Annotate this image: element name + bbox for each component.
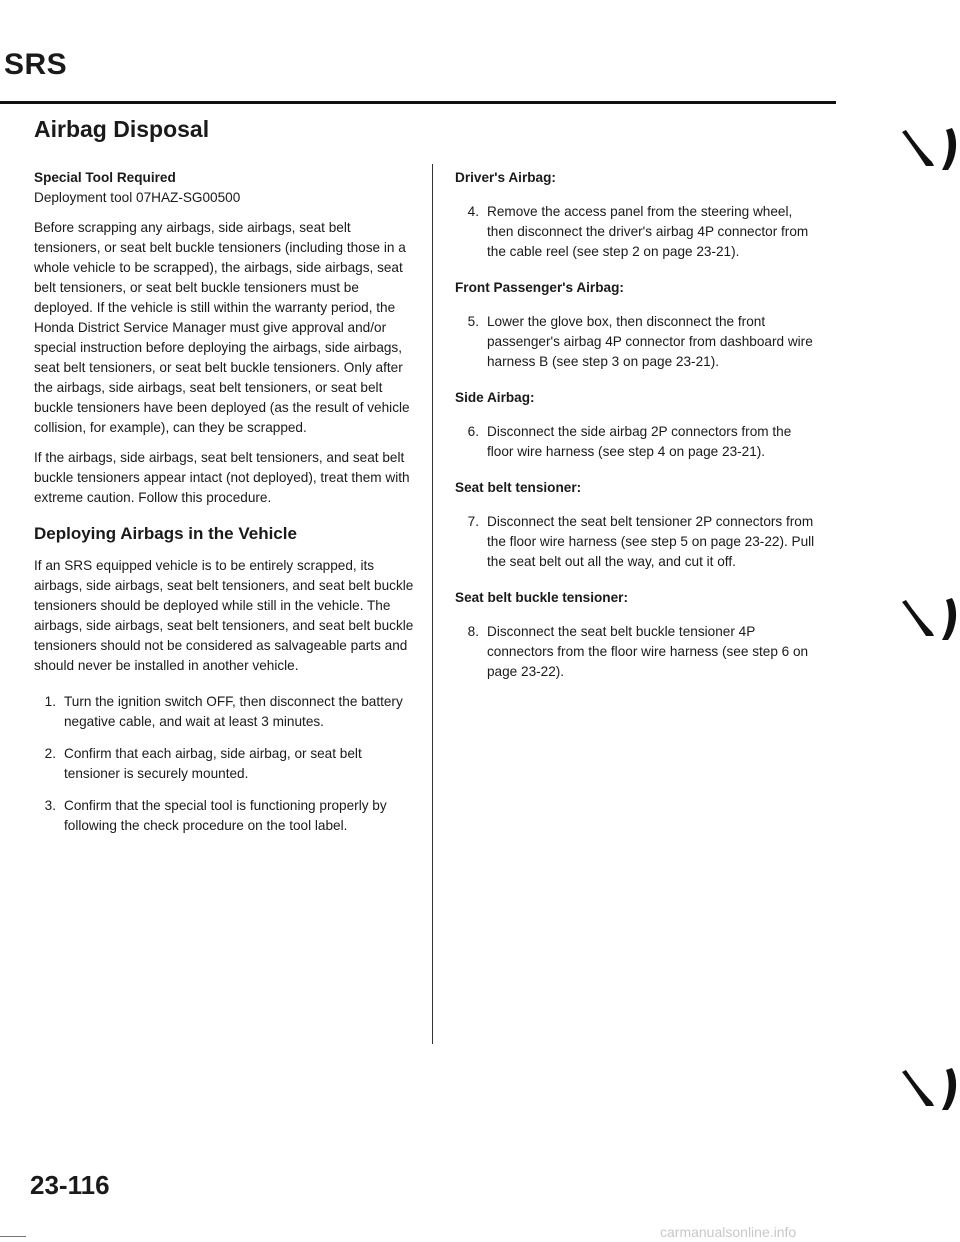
step-4 bbox=[459, 202, 817, 262]
step-5 bbox=[459, 312, 817, 372]
caution-paragraph: If the airbags, side airbags, seat belt tensioners, and seat belt buckle tensioners appear intact (not deployed), treat them with extreme caution. Follow this procedure. bbox=[34, 450, 410, 505]
step-text: Disconnect the seat belt buckle tensioner 4P connectors from the floor wire harness (see step 6 on page 23-22). bbox=[487, 624, 809, 679]
step-number: 1. bbox=[44, 694, 56, 709]
group-label-drivers-airbag: Driver's Airbag: bbox=[455, 170, 556, 185]
tool-heading: Special Tool Required bbox=[34, 170, 176, 185]
step-text: Lower the glove box, then disconnect the front passenger's airbag 4P connector from dashboard wire harness B (see step 3 on page 23-21). bbox=[487, 314, 813, 369]
step-text: Turn the ignition switch OFF, then disconnect the battery negative cable, and wait at least 3 minutes. bbox=[64, 694, 403, 729]
step-number: 5. bbox=[467, 314, 479, 329]
page-number: 23-116 bbox=[30, 1170, 110, 1200]
step-6 bbox=[459, 422, 817, 462]
step-number: 4. bbox=[467, 204, 479, 219]
intro-paragraph: Before scrapping any airbags, side airbags, seat belt tensioners, or seat belt buckle tensioners (including those in a whole vehicle to be scrapped), the airbags, side airbags, seat belt tensioners, or seat belt buckle tensioners must be deployed. If the vehicle is still within the warranty period, the Honda District Service Manager must give approval and/or special instruction before deploying the airbags, side airbags, seat belt tensioners, or seat belt buckle tensioners. Only after the airbags, side airbags, seat belt tensioners, or seat belt buckle tensioners have been deployed (as the result of vehicle collision, for example), can they be scrapped. bbox=[34, 220, 410, 435]
section-title: SRS bbox=[4, 48, 68, 81]
step-8 bbox=[459, 622, 817, 682]
step-number: 7. bbox=[467, 514, 479, 529]
step-text: Disconnect the seat belt tensioner 2P connectors from the floor wire harness (see step 5 on page 23-22). Pull the seat belt out all the way, and cut it off. bbox=[487, 514, 815, 569]
footer-line bbox=[0, 1236, 26, 1237]
step-number: 8. bbox=[467, 624, 479, 639]
tool-requirement bbox=[34, 168, 414, 208]
left-column bbox=[34, 168, 414, 848]
deploy-intro-paragraph: If an SRS equipped vehicle is to be entirely scrapped, its airbags, side airbags, seat belt tensioners, and seat belt buckle tensioners should be deployed while still in the vehicle. The airbags, side airbags, seat belt tensioners, and seat belt buckle tensioners should not be considered as salvageable parts and should never be installed in another vehicle. bbox=[34, 558, 414, 673]
watermark: carmanualsonline.info bbox=[660, 1224, 797, 1240]
step-7 bbox=[459, 512, 817, 572]
step-number: 3. bbox=[44, 798, 56, 813]
step-text: Remove the access panel from the steering wheel, then disconnect the driver's airbag 4P connector from the cable reel (see step 2 on page 23-21). bbox=[487, 204, 809, 259]
group-label-front-passenger-airbag: Front Passenger's Airbag: bbox=[455, 280, 624, 295]
group-label-seat-belt-tensioner: Seat belt tensioner: bbox=[455, 480, 582, 495]
group-label-side-airbag: Side Airbag: bbox=[455, 390, 535, 405]
step-1 bbox=[36, 692, 414, 732]
tool-text: Deployment tool 07HAZ-SG00500 bbox=[34, 190, 241, 205]
step-3 bbox=[36, 796, 414, 836]
right-column bbox=[455, 168, 817, 698]
step-text: Confirm that each airbag, side airbag, or seat belt tensioner is securely mounted. bbox=[64, 746, 362, 781]
binder-tab-mark-icon bbox=[900, 1066, 960, 1114]
step-text: Confirm that the special tool is functioning properly by following the check procedure on the tool label. bbox=[64, 798, 387, 833]
step-2 bbox=[36, 744, 414, 784]
page-title: Airbag Disposal bbox=[34, 116, 210, 142]
group-label-seat-belt-buckle-tensioner: Seat belt buckle tensioner: bbox=[455, 590, 628, 605]
step-number: 6. bbox=[467, 424, 479, 439]
column-divider bbox=[432, 164, 433, 1044]
header-rule bbox=[0, 101, 836, 104]
step-number: 2. bbox=[44, 746, 56, 761]
step-text: Disconnect the side airbag 2P connectors from the floor wire harness (see step 4 on page 23-21). bbox=[487, 424, 792, 459]
binder-tab-mark-icon bbox=[900, 126, 960, 174]
binder-tab-mark-icon bbox=[900, 596, 960, 644]
subsection-heading: Deploying Airbags in the Vehicle bbox=[34, 524, 297, 543]
